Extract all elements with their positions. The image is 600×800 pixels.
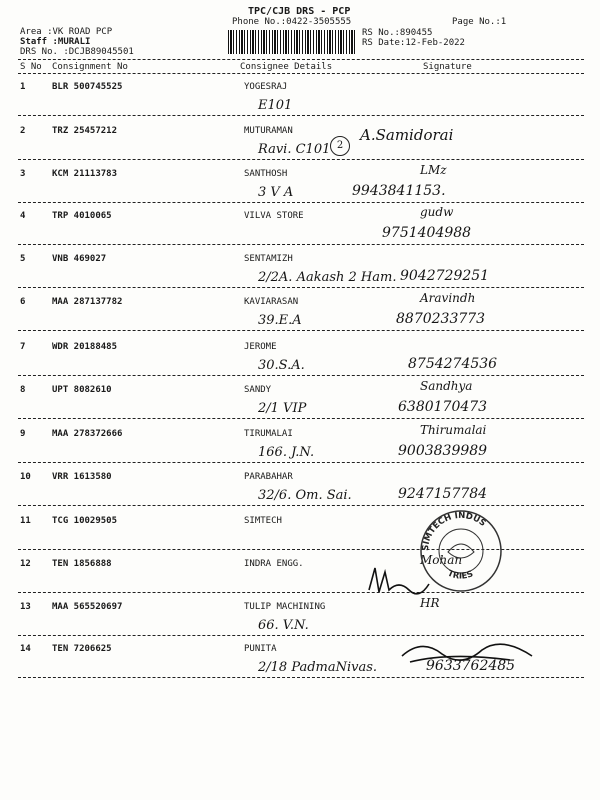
row-consignee-name: SANDY xyxy=(244,385,272,395)
row-consignment-no: VNB 469027 xyxy=(52,254,107,264)
drs-number: DRS No. :DCJB89045501 xyxy=(20,47,134,57)
row-handwritten-phone: 8870233773 xyxy=(396,311,486,327)
signature-scribble-12 xyxy=(365,560,485,600)
row-handwritten-phone: 9247157784 xyxy=(398,486,488,502)
row-handwritten-address: 3 V A xyxy=(258,185,294,200)
row-consignment-no: MAA 565520697 xyxy=(52,602,123,612)
svg-text:SIMTECH INDUS xyxy=(421,511,488,551)
row-signature: Thirumalai xyxy=(420,423,487,437)
row-divider xyxy=(18,159,584,160)
row-signature: Mohan xyxy=(420,553,463,567)
row-handwritten-address: 2/1 VIP xyxy=(258,401,307,416)
col-signature: Signature xyxy=(423,62,472,72)
row-consignment-no: WDR 20188485 xyxy=(52,342,118,352)
row-signature: A.Samidorai xyxy=(360,126,454,144)
row-consignee-name: SIMTECH xyxy=(244,516,282,526)
row-divider xyxy=(18,418,584,419)
row-sno: 9 xyxy=(20,429,26,439)
row-consignment-no: TCG 10029505 xyxy=(52,516,118,526)
header-divider-bottom xyxy=(18,73,584,74)
row-divider xyxy=(18,330,584,331)
row-sno: 8 xyxy=(20,385,26,395)
row-consignment-no: TRP 4010065 xyxy=(52,211,112,221)
row-handwritten-address: 2/18 PadmaNivas. xyxy=(258,660,378,675)
row-handwritten-phone: 9943841153. xyxy=(352,183,446,199)
row-signature: gudw xyxy=(420,205,454,219)
phone-number: Phone No.:0422-3505555 xyxy=(232,17,352,27)
row-handwritten-phone: 8754274536 xyxy=(408,356,498,372)
row-handwritten-address: 2/2A. Aakash 2 Ham. xyxy=(258,270,397,285)
row-consignee-name: MUTURAMAN xyxy=(244,126,293,136)
row-consignment-no: KCM 21113783 xyxy=(52,169,118,179)
row-sno: 1 xyxy=(20,82,26,92)
col-consignee: Consignee Details xyxy=(240,62,333,72)
row-consignee-name: TULIP MACHINING xyxy=(244,602,326,612)
circled-mark: 2 xyxy=(330,136,350,156)
row-consignee-name: YOGESRAJ xyxy=(244,82,288,92)
document-title: TPC/CJB DRS - PCP xyxy=(248,6,351,17)
row-consignee-name: SANTHOSH xyxy=(244,169,288,179)
row-consignment-no: BLR 500745525 xyxy=(52,82,123,92)
area-label: Area :VK ROAD PCP xyxy=(20,27,113,37)
row-handwritten-address: 166. J.N. xyxy=(258,445,315,460)
row-handwritten-phone: 9042729251 xyxy=(400,268,490,284)
stamp-top-text: SIMTECH INDUS xyxy=(420,510,488,552)
row-consignment-no: VRR 1613580 xyxy=(52,472,112,482)
row-handwritten-phone: 6380170473 xyxy=(398,399,488,415)
row-consignment-no: TEN 7206625 xyxy=(52,644,112,654)
col-sno: S No xyxy=(20,62,42,72)
row-handwritten-phone: 9751404988 xyxy=(382,225,472,241)
staff-label: Staff :MURALI xyxy=(20,37,91,47)
row-handwritten-address: 39.E.A xyxy=(258,313,302,328)
row-sno: 14 xyxy=(20,644,31,654)
row-handwritten-address: 66. V.N. xyxy=(258,618,309,633)
row-consignment-no: UPT 8082610 xyxy=(52,385,112,395)
header-divider xyxy=(18,59,584,60)
page-number: Page No.:1 xyxy=(452,17,507,27)
row-handwritten-address: 32/6. Om. Sai. xyxy=(258,488,352,503)
row-signature: HR xyxy=(420,596,440,610)
row-handwritten-phone: 9003839989 xyxy=(398,443,488,459)
row-consignee-name: INDRA ENGG. xyxy=(244,559,304,569)
row-handwritten-address: 30.S.A. xyxy=(258,358,305,373)
row-handwritten-address: Ravi. C101 xyxy=(258,142,331,157)
stamp-bottom-text: TRIES xyxy=(445,568,475,582)
row-divider xyxy=(18,677,584,678)
row-consignee-name: SENTAMIZH xyxy=(244,254,293,264)
row-sno: 7 xyxy=(20,342,26,352)
signature-scribble-13 xyxy=(400,630,540,670)
row-signature: Aravindh xyxy=(420,291,476,305)
row-consignment-no: MAA 287137782 xyxy=(52,297,123,307)
row-sno: 13 xyxy=(20,602,31,612)
row-handwritten-phone: 9633762485 xyxy=(426,658,516,674)
row-consignee-name: VILVA STORE xyxy=(244,211,304,221)
row-signature: LMz xyxy=(420,163,447,177)
row-sno: 10 xyxy=(20,472,31,482)
row-consignment-no: MAA 278372666 xyxy=(52,429,123,439)
row-divider xyxy=(18,375,584,376)
row-sno: 3 xyxy=(20,169,26,179)
row-divider xyxy=(18,202,584,203)
row-consignee-name: JEROME xyxy=(244,342,277,352)
barcode xyxy=(228,30,356,54)
row-divider xyxy=(18,505,584,506)
col-consignment: Consignment No xyxy=(52,62,128,72)
row-handwritten-address: E101 xyxy=(258,98,293,113)
row-consignee-name: TIRUMALAI xyxy=(244,429,293,439)
row-divider xyxy=(18,244,584,245)
row-divider xyxy=(18,462,584,463)
row-consignment-no: TEN 1856888 xyxy=(52,559,112,569)
row-sno: 5 xyxy=(20,254,26,264)
rs-date: RS Date:12-Feb-2022 xyxy=(362,38,465,48)
row-sno: 4 xyxy=(20,211,26,221)
row-sno: 11 xyxy=(20,516,31,526)
row-signature: Sandhya xyxy=(420,379,473,393)
row-consignee-name: PARABAHAR xyxy=(244,472,293,482)
rs-number: RS No.:890455 xyxy=(362,28,433,38)
row-consignee-name: PUNITA xyxy=(244,644,277,654)
row-divider xyxy=(18,115,584,116)
row-sno: 6 xyxy=(20,297,26,307)
row-consignment-no: TRZ 25457212 xyxy=(52,126,118,136)
row-consignee-name: KAVIARASAN xyxy=(244,297,299,307)
row-sno: 2 xyxy=(20,126,26,136)
row-divider xyxy=(18,287,584,288)
row-sno: 12 xyxy=(20,559,31,569)
